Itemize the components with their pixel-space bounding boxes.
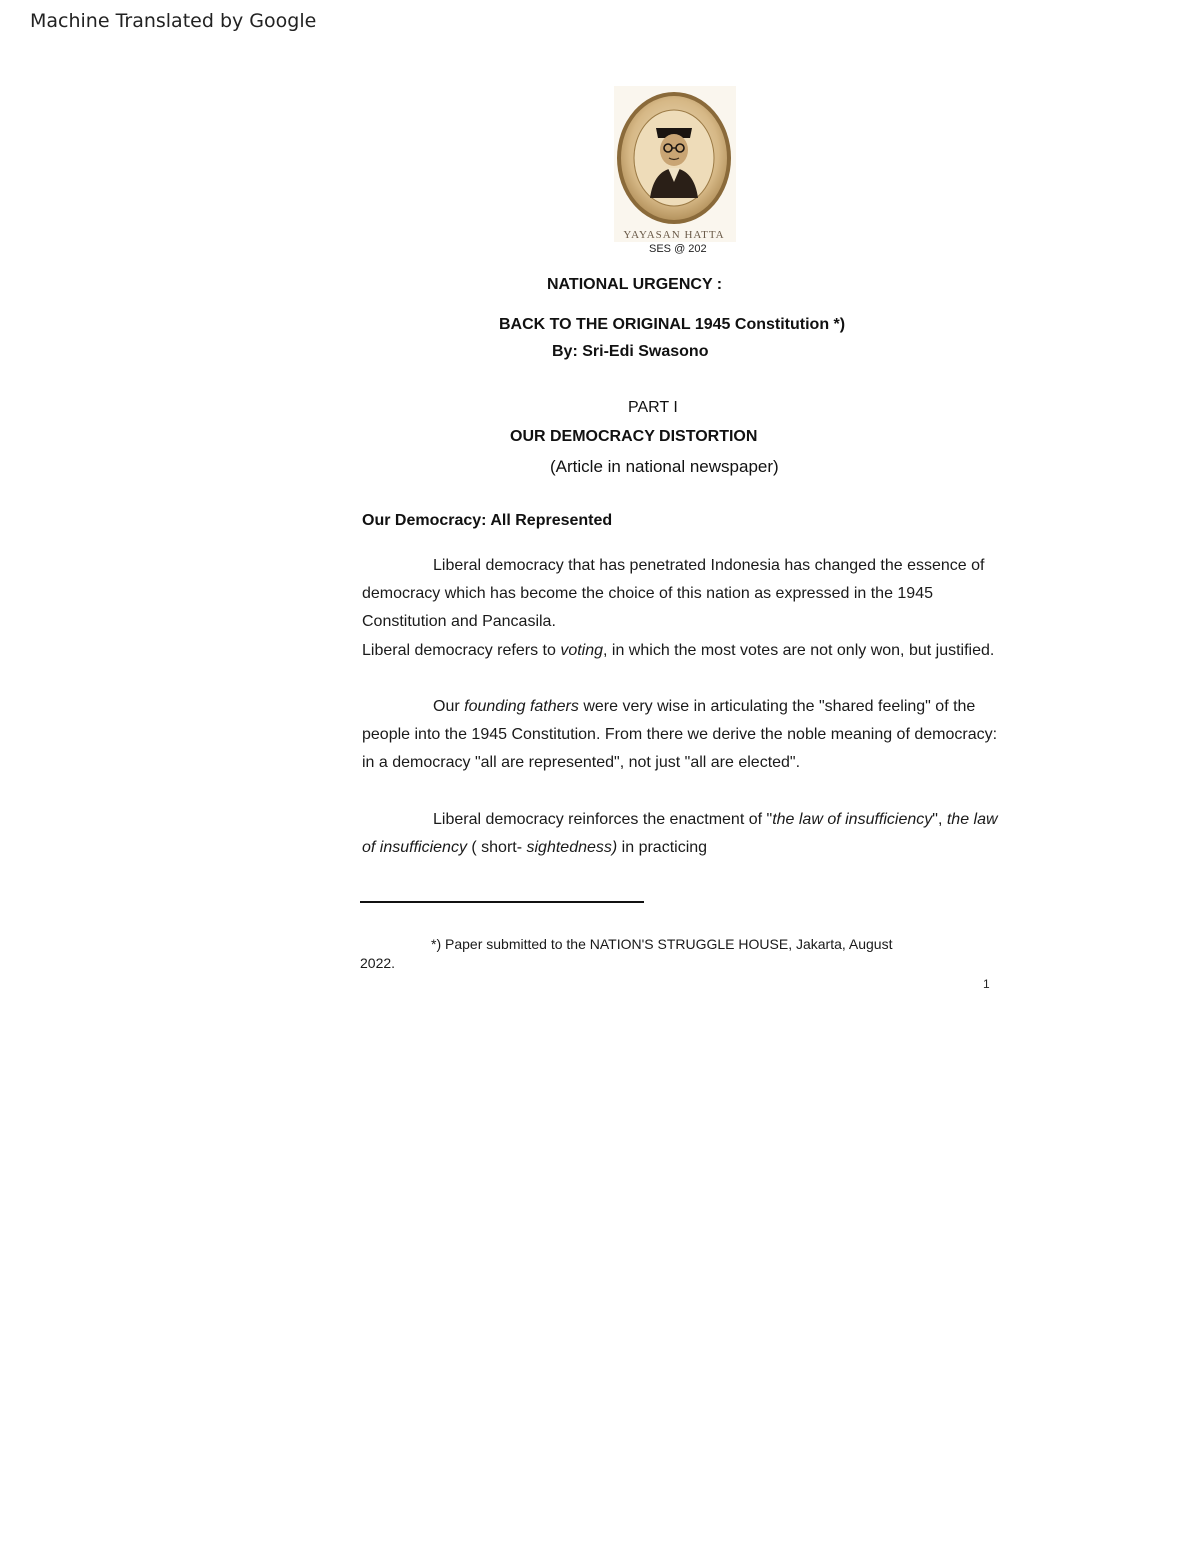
part-label: PART I (628, 399, 678, 416)
footnote-line-2: 2022. (360, 955, 396, 971)
paragraph-2: Liberal democracy refers to voting, in which the most votes are not only won, but justified. (362, 642, 995, 659)
paragraph-4: Liberal democracy reinforces the enactment of "the law of insufficiency", the law of insufficiency ( short- sightedness) in practicing (362, 811, 998, 856)
translation-banner: Machine Translated by Google (30, 10, 317, 32)
title-national-urgency: NATIONAL URGENCY : (547, 276, 723, 293)
section-heading: Our Democracy: All Represented (362, 512, 613, 529)
footnote (360, 935, 980, 973)
footnote-line-1: *) Paper submitted to the NATION'S STRUGGLE HOUSE, Jakarta, August (431, 936, 893, 952)
article-note: (Article in national newspaper) (550, 457, 779, 476)
paragraph-3: Our founding fathers were very wise in articulating the "shared feeling" of the people into the 1945 Constitution. From there we derive the noble meaning of democracy: in a democracy "all are represented", not just "all are elected". (362, 698, 998, 771)
paragraph-1: Liberal democracy that has penetrated Indonesia has changed the essence of democracy which has become the choice of this nation as expressed in the 1945 Constitution and Pancasila. (362, 557, 985, 630)
title-back-to-original: BACK TO THE ORIGINAL 1945 Constitution *) (499, 316, 846, 333)
page-number: 1 (983, 977, 990, 991)
author-line: By: Sri-Edi Swasono (552, 343, 709, 360)
part-title: OUR DEMOCRACY DISTORTION (510, 428, 758, 445)
yayasan-hatta-logo (614, 86, 736, 242)
footnote-divider (360, 901, 644, 903)
ses-label: SES @ 202 (649, 243, 707, 255)
logo-caption: YAYASAN HATTA (623, 229, 725, 241)
